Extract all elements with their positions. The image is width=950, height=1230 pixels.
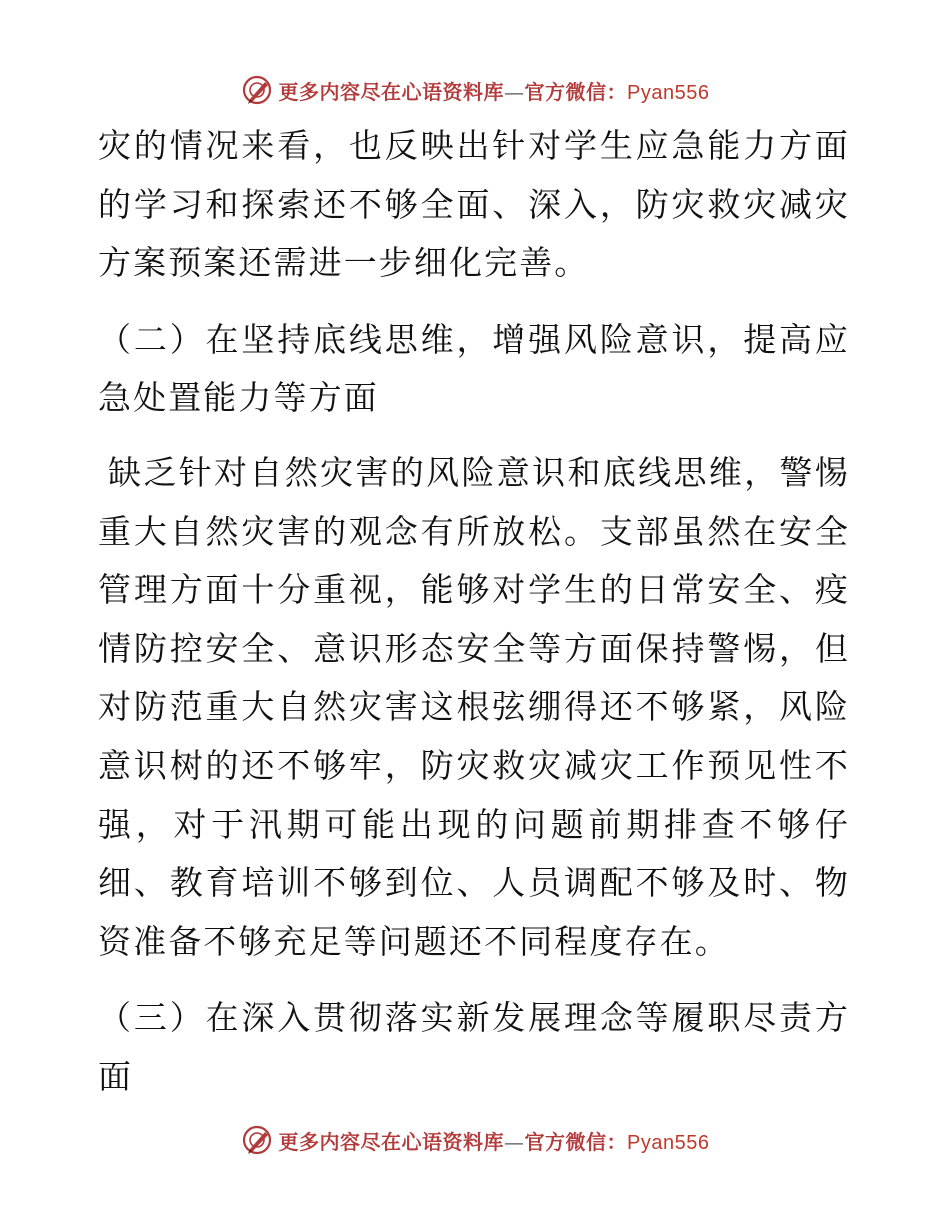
pen-logo-icon — [241, 1124, 273, 1156]
paragraph-1: 灾的情况来看，也反映出针对学生应急能力方面的学习和探索还不够全面、深入，防灾救灾减灾方案预案还需进一步细化完善。 — [98, 126, 850, 283]
pen-logo-icon — [241, 74, 273, 106]
footer-separator: — — [504, 1129, 525, 1154]
header-main-text: 更多内容尽在心语资料库 — [278, 79, 505, 104]
header-contact-label: 官方微信： — [524, 79, 628, 104]
header-banner — [0, 70, 950, 110]
header-separator: — — [504, 79, 525, 104]
footer-banner-text — [279, 1126, 710, 1155]
section-heading-2: （二）在坚持底线思维，增强风险意识，提高应急处置能力等方面 — [98, 319, 850, 418]
footer-banner — [0, 1120, 950, 1160]
section-heading-3: （三）在深入贯彻落实新发展理念等履职尽责方面 — [98, 998, 850, 1096]
header-contact-id: Pyan556 — [627, 81, 710, 104]
footer-contact-label: 官方微信： — [524, 1129, 628, 1154]
footer-contact-id: Pyan556 — [627, 1131, 710, 1154]
footer-main-text: 更多内容尽在心语资料库 — [278, 1129, 505, 1154]
paragraph-2: 缺乏针对自然灾害的风险意识和底线思维，警惕重大自然灾害的观念有所放松。支部虽然在安全管理方面十分重视，能够对学生的日常安全、疫情防控安全、意识形态安全等方面保持警惕，但对防范重大自然灾害这根弦绷得还不够紧，风险意识树的还不够牢，防灾救灾减灾工作预见性不强，对于汛期可能出现的问题前期排查不够仔细、教育培训不够到位、人员调配不够及时、物资准备不够充足等问题还不同程度存在。 — [98, 452, 850, 961]
document-body — [98, 117, 850, 1107]
header-banner-text — [279, 76, 710, 105]
